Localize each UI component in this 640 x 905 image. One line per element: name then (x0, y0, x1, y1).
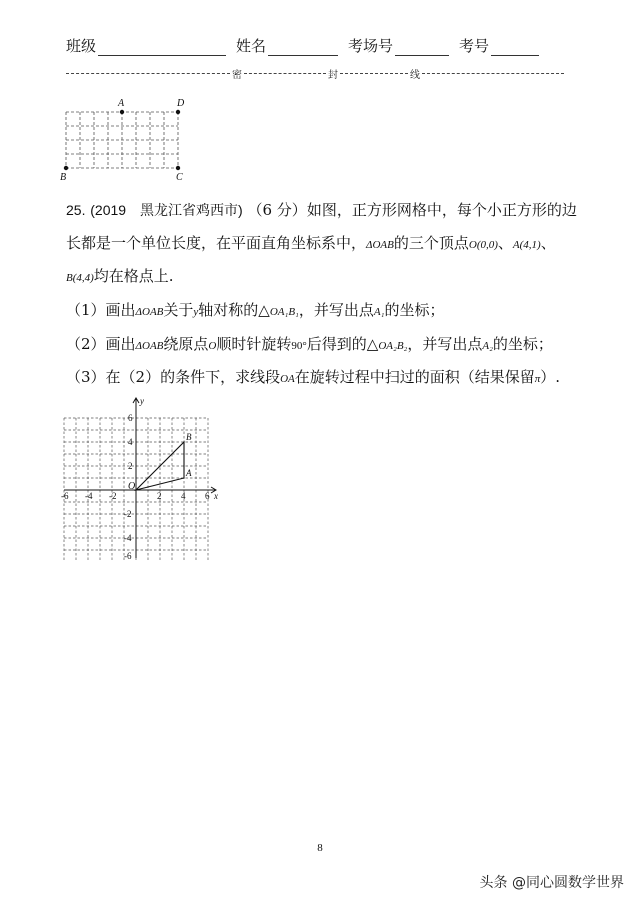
y-tick: -6 (124, 551, 132, 560)
origin-label: O (128, 481, 136, 492)
label-a: A (118, 98, 125, 109)
point-b-label: B (186, 432, 192, 442)
part3-a: （3）在（2）的条件下，求线段 (66, 368, 281, 386)
problem-number: 25. (66, 202, 86, 218)
point-o-coord: O(0,0) (468, 239, 498, 251)
page-number: 8 (317, 842, 323, 854)
point-a-coord: A(4,1) (512, 239, 541, 251)
part2-oa2b2: OA₂B₂ (378, 340, 408, 352)
problem-points: （6 分） (247, 201, 307, 219)
triangle-oab: ΔOAB (366, 239, 394, 251)
part2-a2: A₂ (482, 340, 493, 352)
name-label: 姓名 (236, 37, 267, 55)
y-tick: -2 (124, 509, 132, 519)
x-tick: 4 (181, 491, 186, 501)
part1-d: ，并写出点 (298, 301, 374, 319)
line3-text: 均在格点上. (93, 267, 174, 285)
part1-e: 的坐标； (384, 301, 445, 319)
class-label: 班级 (66, 37, 97, 55)
room-field[interactable] (395, 39, 449, 56)
part3-c: ）. (540, 368, 561, 386)
x-tick: -4 (85, 491, 93, 501)
part2-f: 的坐标； (492, 335, 553, 353)
part1-a1: A₁ (373, 306, 385, 318)
problem-line-2 (66, 233, 556, 255)
label-b: B (60, 172, 67, 183)
line2-text-b: 的三个顶点 (393, 234, 469, 252)
y-axis-label: y (140, 396, 144, 406)
x-tick: -2 (109, 491, 117, 501)
part2-e: ，并写出点 (407, 335, 483, 353)
source-watermark: 头条 @同心圆数学世界 (479, 875, 624, 891)
part-1 (66, 300, 444, 322)
class-field[interactable] (98, 39, 226, 56)
problem-line1-text: 如图，正方形网格中，每个小正方形的边 (306, 201, 577, 219)
point-b (64, 166, 68, 170)
part1-oa1b1: OA₁B₁ (269, 306, 299, 318)
problem-line-3 (66, 266, 174, 288)
part2-b: 绕原点 (163, 335, 209, 353)
room-label: 考场号 (348, 37, 394, 55)
part1-a: （1）画出 (66, 301, 136, 319)
part2-deg: 90° (291, 340, 307, 352)
sep-2: 、 (540, 234, 556, 252)
figure-2-coordinate-grid (60, 394, 222, 560)
point-a (120, 110, 124, 114)
seal-char-feng: 封 (328, 69, 338, 81)
problem-line-1 (66, 200, 577, 220)
part1-axis-y: y (193, 306, 199, 318)
part2-a: （2）画出 (66, 335, 136, 353)
point-c (176, 166, 180, 170)
part2-triangle: ΔOAB (135, 340, 164, 352)
part2-origin: O (208, 340, 217, 352)
seat-field[interactable] (491, 39, 539, 56)
y-tick: 6 (128, 413, 133, 423)
figure-1-grid (56, 96, 196, 186)
part3-pi: π (534, 373, 541, 385)
part2-d: 后得到的△ (306, 335, 379, 353)
part1-c: 轴对称的△ (198, 301, 270, 319)
y-tick: 4 (128, 437, 133, 447)
label-d: D (177, 98, 185, 109)
y-tick: 2 (128, 461, 133, 471)
exam-header (66, 34, 576, 56)
part2-c: 顺时针旋转 (216, 335, 292, 353)
part-2 (66, 334, 553, 356)
seal-char-xian: 线 (410, 69, 420, 81)
y-tick: -4 (124, 533, 132, 543)
seal-char-mi: 密 (232, 69, 242, 81)
point-a-label: A (186, 468, 192, 478)
sep-1: 、 (497, 234, 513, 252)
problem-source: (2019 黑龙江省鸡西市) (90, 202, 243, 218)
label-c: C (176, 172, 183, 183)
part-3 (66, 367, 560, 389)
part1-b: 关于 (163, 301, 194, 319)
x-tick: 2 (157, 491, 162, 501)
seat-label: 考号 (459, 37, 490, 55)
point-b-coord: B(4,4) (66, 272, 94, 284)
part3-b: 在旋转过程中扫过的面积（结果保留 (294, 368, 535, 386)
x-axis-label: x (214, 491, 218, 501)
name-field[interactable] (268, 39, 338, 56)
part1-triangle: ΔOAB (135, 306, 164, 318)
point-d (176, 110, 180, 114)
line2-text-a: 长都是一个单位长度，在平面直角坐标系中， (66, 234, 367, 252)
part3-seg: OA (280, 373, 295, 385)
seal-line (66, 66, 564, 80)
x-tick: 6 (205, 491, 210, 501)
x-tick: -6 (61, 491, 69, 501)
